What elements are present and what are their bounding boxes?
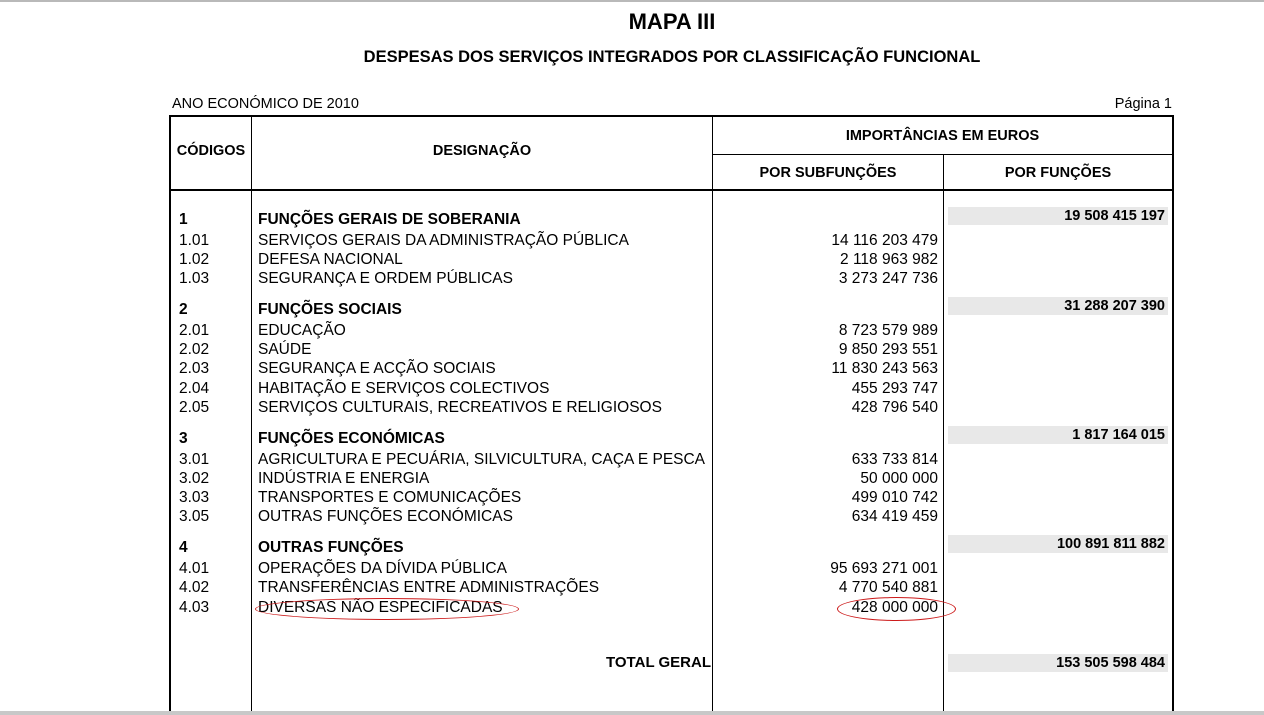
table-row	[0, 359, 1264, 378]
row-subfunction-value: 11 830 243 563	[831, 360, 938, 377]
annotation-ellipse-designation	[255, 598, 519, 620]
table-row	[0, 321, 1264, 340]
table-row	[0, 538, 1264, 557]
table-row	[0, 269, 1264, 288]
table-row	[0, 340, 1264, 359]
table-row	[0, 488, 1264, 507]
header-codes: CÓDIGOS	[176, 143, 246, 159]
table-row	[0, 379, 1264, 398]
row-designation: SERVIÇOS GERAIS DA ADMINISTRAÇÃO PÚBLICA	[258, 232, 629, 249]
row-subfunction-value: 8 723 579 989	[838, 322, 938, 339]
row-code: 2	[179, 301, 188, 318]
function-total: 100 891 811 882	[1056, 536, 1165, 552]
row-code: 3.02	[179, 470, 210, 487]
row-code: 1.01	[179, 232, 210, 249]
table-row	[0, 507, 1264, 526]
page-number: Página 1	[1114, 96, 1172, 112]
row-code: 2.05	[179, 399, 210, 416]
row-subfunction-value: 4 770 540 881	[838, 579, 938, 596]
table-row	[0, 210, 1264, 229]
row-designation: FUNÇÕES ECONÓMICAS	[258, 430, 445, 447]
row-subfunction-value: 428 000 000	[851, 599, 938, 616]
header-by-function: POR FUNÇÕES	[1004, 165, 1112, 181]
row-code: 2.02	[179, 341, 210, 358]
row-subfunction-value: 455 293 747	[851, 380, 938, 397]
row-code: 4.02	[179, 579, 210, 596]
row-code: 3.05	[179, 508, 210, 525]
row-subfunction-value: 9 850 293 551	[838, 341, 938, 358]
annotation-ellipse-value	[837, 597, 956, 621]
row-code: 4	[179, 539, 188, 556]
row-designation: TRANSPORTES E COMUNICAÇÕES	[258, 489, 522, 506]
row-code: 3.03	[179, 489, 210, 506]
row-designation: SAÚDE	[258, 341, 312, 358]
table-row	[0, 231, 1264, 250]
row-subfunction-value: 50 000 000	[860, 470, 938, 487]
row-code: 4.01	[179, 560, 210, 577]
row-designation: SEGURANÇA E ORDEM PÚBLICAS	[258, 270, 513, 287]
grand-total-value: 153 505 598 484	[1056, 655, 1165, 671]
row-code: 1	[179, 211, 188, 228]
table-row	[0, 469, 1264, 488]
table-row	[0, 578, 1264, 597]
row-code: 1.02	[179, 251, 210, 268]
row-subfunction-value: 14 116 203 479	[831, 232, 938, 249]
row-code: 2.01	[179, 322, 210, 339]
row-designation: OUTRAS FUNÇÕES ECONÓMICAS	[258, 508, 513, 525]
function-total: 31 288 207 390	[1064, 298, 1165, 314]
row-code: 3.01	[179, 451, 210, 468]
row-designation: FUNÇÕES GERAIS DE SOBERANIA	[258, 211, 521, 228]
row-designation: FUNÇÕES SOCIAIS	[258, 301, 402, 318]
function-total: 19 508 415 197	[1064, 208, 1165, 224]
row-subfunction-value: 95 693 271 001	[830, 560, 938, 577]
table-row	[0, 559, 1264, 578]
table-row	[0, 250, 1264, 269]
grand-total-label: TOTAL GERAL	[606, 654, 711, 671]
row-designation: SEGURANÇA E ACÇÃO SOCIAIS	[258, 360, 496, 377]
row-code: 2.04	[179, 380, 210, 397]
header-by-subfunction: POR SUBFUNÇÕES	[759, 165, 897, 181]
row-designation: OPERAÇÕES DA DÍVIDA PÚBLICA	[258, 560, 507, 577]
row-designation: INDÚSTRIA E ENERGIA	[258, 470, 430, 487]
page-subtitle: DESPESAS DOS SERVIÇOS INTEGRADOS POR CLASSIFICAÇÃO FUNCIONAL	[363, 48, 981, 66]
row-subfunction-value: 634 419 459	[851, 508, 938, 525]
row-designation: DIVERSAS NÃO ESPECIFICADAS	[258, 599, 503, 616]
table-row	[0, 598, 1264, 617]
row-code: 4.03	[179, 599, 210, 616]
row-designation: EDUCAÇÃO	[258, 322, 346, 339]
page-title: MAPA III	[628, 9, 716, 34]
table-row	[0, 300, 1264, 319]
row-designation: TRANSFERÊNCIAS ENTRE ADMINISTRAÇÕES	[258, 579, 600, 596]
row-designation: OUTRAS FUNÇÕES	[258, 539, 404, 556]
row-designation: DEFESA NACIONAL	[258, 251, 403, 268]
row-code: 2.03	[179, 360, 210, 377]
bottom-border	[0, 711, 1264, 715]
row-code: 3	[179, 430, 188, 447]
row-designation: AGRICULTURA E PECUÁRIA, SILVICULTURA, CAÇA E PESCA	[258, 451, 706, 468]
row-subfunction-value: 2 118 963 982	[840, 251, 938, 268]
header-amounts: IMPORTÂNCIAS EM EUROS	[845, 128, 1040, 144]
table-row	[0, 398, 1264, 417]
row-code: 1.03	[179, 270, 210, 287]
function-total: 1 817 164 015	[1072, 427, 1165, 443]
fiscal-year-label: ANO ECONÓMICO DE 2010	[172, 96, 359, 112]
row-subfunction-value: 499 010 742	[851, 489, 938, 506]
table-row	[0, 429, 1264, 448]
row-subfunction-value: 428 796 540	[851, 399, 938, 416]
header-designation: DESIGNAÇÃO	[432, 143, 532, 159]
row-designation: HABITAÇÃO E SERVIÇOS COLECTIVOS	[258, 380, 550, 397]
row-subfunction-value: 633 733 814	[851, 451, 938, 468]
row-subfunction-value: 3 273 247 736	[838, 270, 938, 287]
row-designation: SERVIÇOS CULTURAIS, RECREATIVOS E RELIGIOSOS	[258, 399, 662, 416]
table-row	[0, 450, 1264, 469]
top-border	[0, 0, 1264, 2]
